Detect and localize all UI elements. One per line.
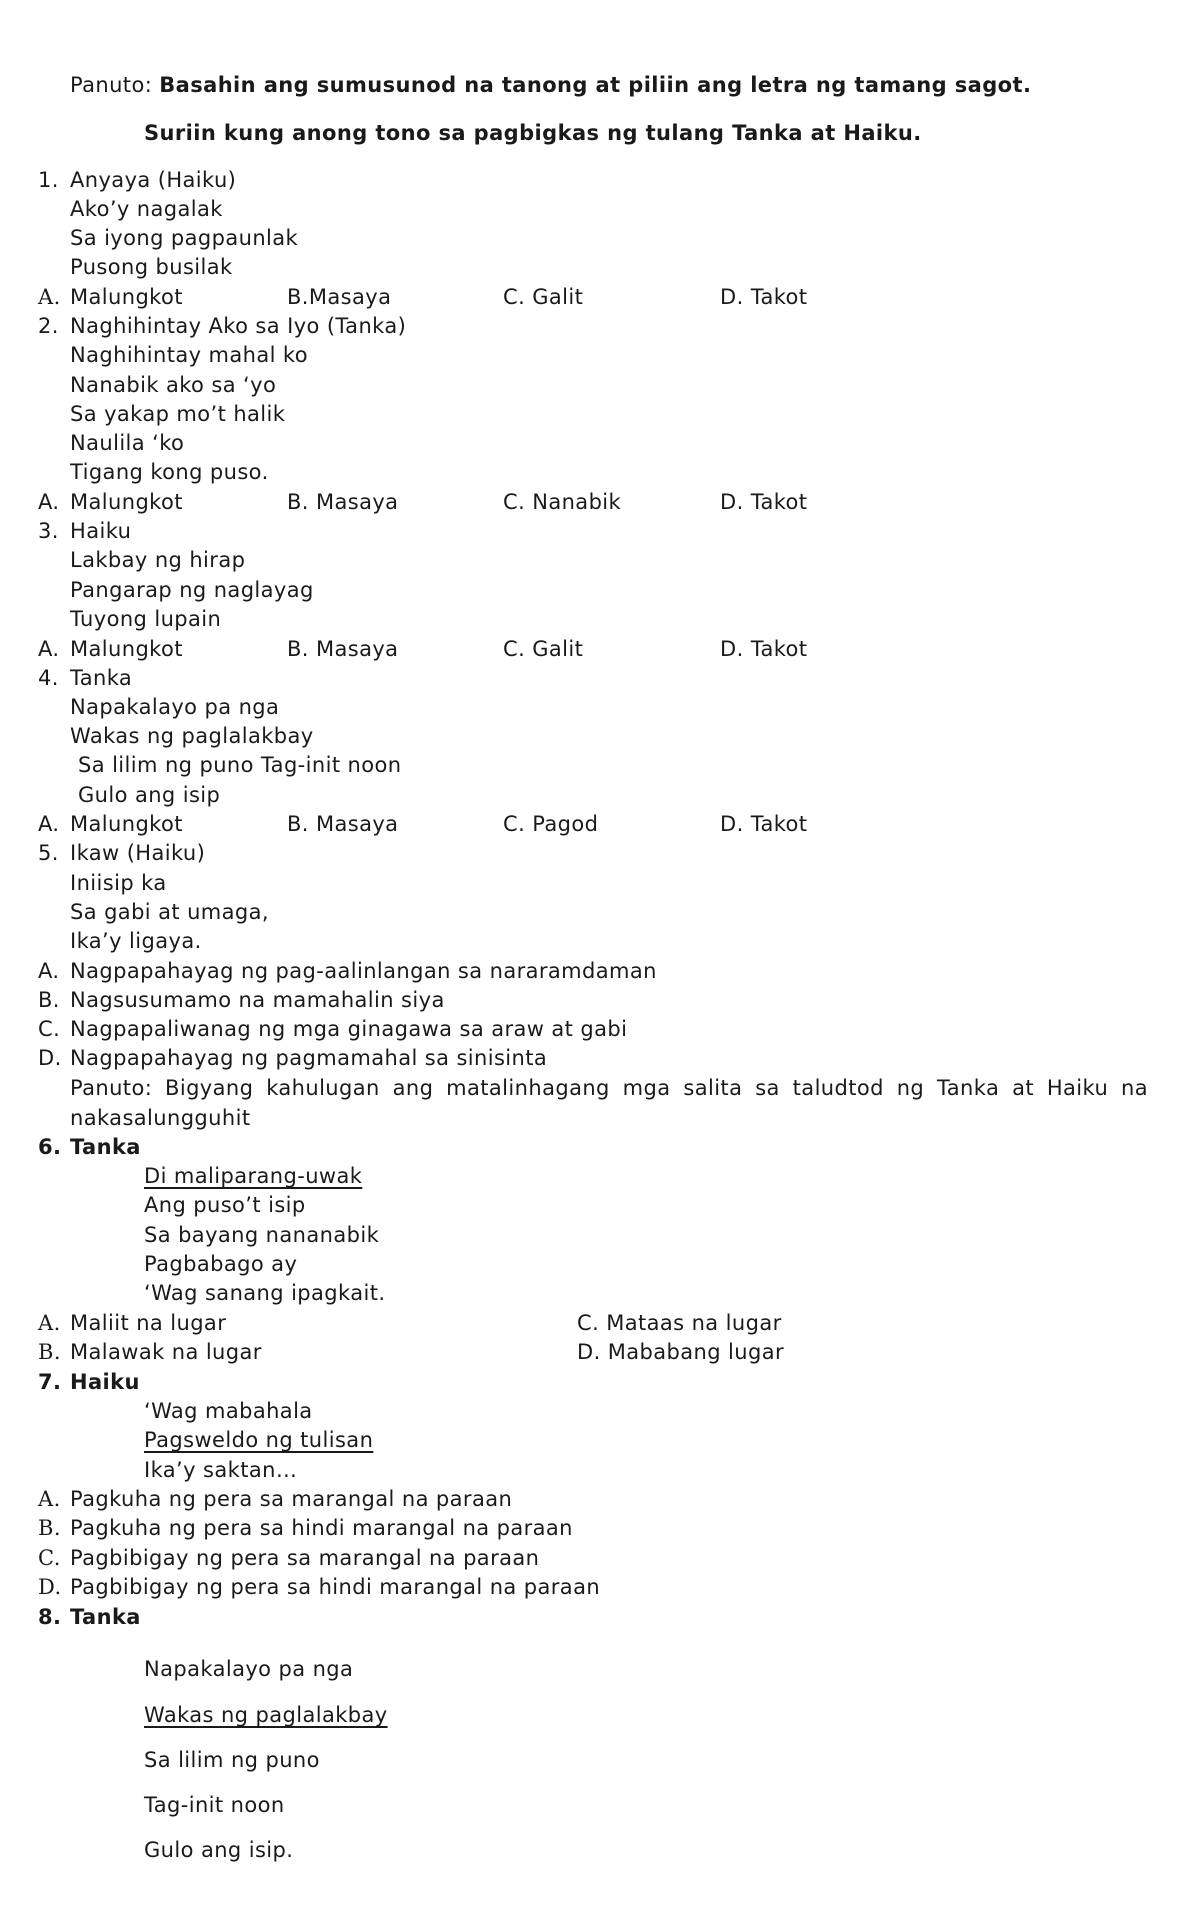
- q1-choice-b: B.Masaya: [287, 285, 392, 309]
- q3-choice-d: D. Takot: [720, 637, 808, 661]
- q3-line: Pangarap ng naglayag: [70, 578, 314, 602]
- instruction-label: Panuto:: [70, 73, 153, 97]
- q6-line: Sa bayang nananabik: [144, 1223, 380, 1247]
- q2-number: 2.: [38, 314, 59, 338]
- q6-title: Tanka: [70, 1135, 141, 1159]
- q6-option-letter: B.: [38, 1340, 61, 1364]
- q6-line: Ang puso’t isip: [144, 1193, 306, 1217]
- q4-choice-d: D. Takot: [720, 812, 808, 836]
- instruction-line: [70, 72, 1031, 98]
- q2-line: Tigang kong puso.: [70, 460, 269, 484]
- q1-choice-d: D. Takot: [720, 285, 808, 309]
- q6-line: ‘Wag sanang ipagkait.: [144, 1281, 386, 1305]
- q1-title: Anyaya (Haiku): [70, 168, 237, 192]
- instruction-text: Basahin ang sumusunod na tanong at piliin ang letra ng tamang sagot.: [159, 73, 1032, 97]
- q8-number: 8.: [38, 1605, 62, 1629]
- q5-line: Iniisip ka: [70, 871, 167, 895]
- q6-option-b: Malawak na lugar: [70, 1340, 262, 1364]
- q2-choice-c: C. Nanabik: [503, 490, 622, 514]
- q7-option-letter: D.: [38, 1575, 62, 1599]
- q7-line: Ika’y saktan…: [144, 1458, 298, 1482]
- q4-line: Wakas ng paglalakbay: [70, 724, 314, 748]
- q5-number: 5.: [38, 841, 59, 865]
- q5-line: Ika’y ligaya.: [70, 929, 202, 953]
- q2-choice-b: B. Masaya: [287, 490, 399, 514]
- q8-line-underlined: Wakas ng paglalakbay: [144, 1703, 388, 1727]
- q5-option-letter: A.: [38, 959, 60, 983]
- q7-line-underlined: Pagsweldo ng tulisan: [144, 1428, 374, 1452]
- q3-title: Haiku: [70, 519, 132, 543]
- q4-choice-b: B. Masaya: [287, 812, 399, 836]
- q2-line: Naulila ‘ko: [70, 431, 185, 455]
- q2-line: Nanabik ako sa ‘yo: [70, 373, 277, 397]
- q7-number: 7.: [38, 1370, 62, 1394]
- q1-line: Pusong busilak: [70, 255, 233, 279]
- q4-choice-a: Malungkot: [70, 812, 183, 836]
- q3-choice-a: Malungkot: [70, 637, 183, 661]
- q1-choice-letter: A.: [38, 285, 61, 309]
- q8-line: Napakalayo pa nga: [144, 1657, 354, 1681]
- q2-line: Sa yakap mo’t halik: [70, 402, 286, 426]
- q4-line: Gulo ang isip: [78, 783, 221, 807]
- q3-line: Tuyong lupain: [70, 607, 222, 631]
- q5-option-c: Nagpapaliwanag ng mga ginagawa sa araw at gabi: [70, 1017, 628, 1041]
- q4-choice-letter: A.: [38, 812, 60, 836]
- q3-number: 3.: [38, 519, 59, 543]
- q1-line: Ako’y nagalak: [70, 197, 223, 221]
- q6-option-a: Maliit na lugar: [70, 1311, 227, 1335]
- q8-title: Tanka: [70, 1605, 141, 1629]
- q5-line: Sa gabi at umaga,: [70, 900, 269, 924]
- q5-option-letter: C.: [38, 1017, 61, 1041]
- q3-line: Lakbay ng hirap: [70, 548, 246, 572]
- q2-choice-d: D. Takot: [720, 490, 808, 514]
- q2-choice-a: Malungkot: [70, 490, 183, 514]
- q7-option-c: Pagbibigay ng pera sa marangal na paraan: [70, 1546, 540, 1570]
- q6-number: 6.: [38, 1135, 62, 1159]
- q5-option-b: Nagsusumamo na mamahalin siya: [70, 988, 445, 1012]
- q7-title: Haiku: [70, 1370, 140, 1394]
- q7-option-letter: B.: [38, 1516, 61, 1540]
- q6-option-c: C. Mataas na lugar: [577, 1311, 782, 1335]
- q4-choice-c: C. Pagod: [503, 812, 599, 836]
- q1-choice-a: Malungkot: [70, 285, 183, 309]
- q4-line: Napakalayo pa nga: [70, 695, 280, 719]
- q5-option-a: Nagpapahayag ng pag-aalinlangan sa nararamdaman: [70, 959, 657, 983]
- q2-choice-letter: A.: [38, 490, 60, 514]
- q7-option-d: Pagbibigay ng pera sa hindi marangal na paraan: [70, 1575, 601, 1599]
- q6-option-d: D. Mababang lugar: [577, 1340, 784, 1364]
- q5-option-letter: B.: [38, 988, 60, 1012]
- instruction-2: Panuto: Bigyang kahulugan ang matalinhagang mga salita sa taludtod ng Tanka at Haiku na nakasalungguhit: [70, 1076, 1148, 1130]
- q8-line: Sa lilim ng puno: [144, 1748, 320, 1772]
- q4-number: 4.: [38, 666, 59, 690]
- q3-choice-c: C. Galit: [503, 637, 584, 661]
- subtitle: Suriin kung anong tono sa pagbigkas ng tulang Tanka at Haiku.: [144, 121, 922, 145]
- q5-title: Ikaw (Haiku): [70, 841, 206, 865]
- q2-title: Naghihintay Ako sa Iyo (Tanka): [70, 314, 407, 338]
- q4-line: Sa lilim ng puno Tag-init noon: [78, 753, 402, 777]
- q6-line-underlined: Di maliparang-uwak: [144, 1164, 363, 1188]
- q7-option-b: Pagkuha ng pera sa hindi marangal na paraan: [70, 1516, 573, 1540]
- q3-choice-letter: A.: [38, 637, 60, 661]
- q2-line: Naghihintay mahal ko: [70, 343, 308, 367]
- q8-line: Tag-init noon: [144, 1793, 285, 1817]
- q7-option-a: Pagkuha ng pera sa marangal na paraan: [70, 1487, 513, 1511]
- q6-line: Pagbabago ay: [144, 1252, 298, 1276]
- q4-title: Tanka: [70, 666, 133, 690]
- q7-option-letter: A.: [38, 1487, 61, 1511]
- q1-line: Sa iyong pagpaunlak: [70, 226, 299, 250]
- q1-choice-c: C. Galit: [503, 285, 584, 309]
- q7-option-letter: C.: [38, 1546, 61, 1570]
- q5-option-d: Nagpapahayag ng pagmamahal sa sinisinta: [70, 1046, 548, 1070]
- q3-choice-b: B. Masaya: [287, 637, 399, 661]
- q1-number: 1.: [38, 168, 59, 192]
- q7-line: ‘Wag mabahala: [144, 1399, 313, 1423]
- q6-option-letter: A.: [38, 1311, 61, 1335]
- q5-option-letter: D.: [38, 1046, 62, 1070]
- q8-line: Gulo ang isip.: [144, 1838, 294, 1862]
